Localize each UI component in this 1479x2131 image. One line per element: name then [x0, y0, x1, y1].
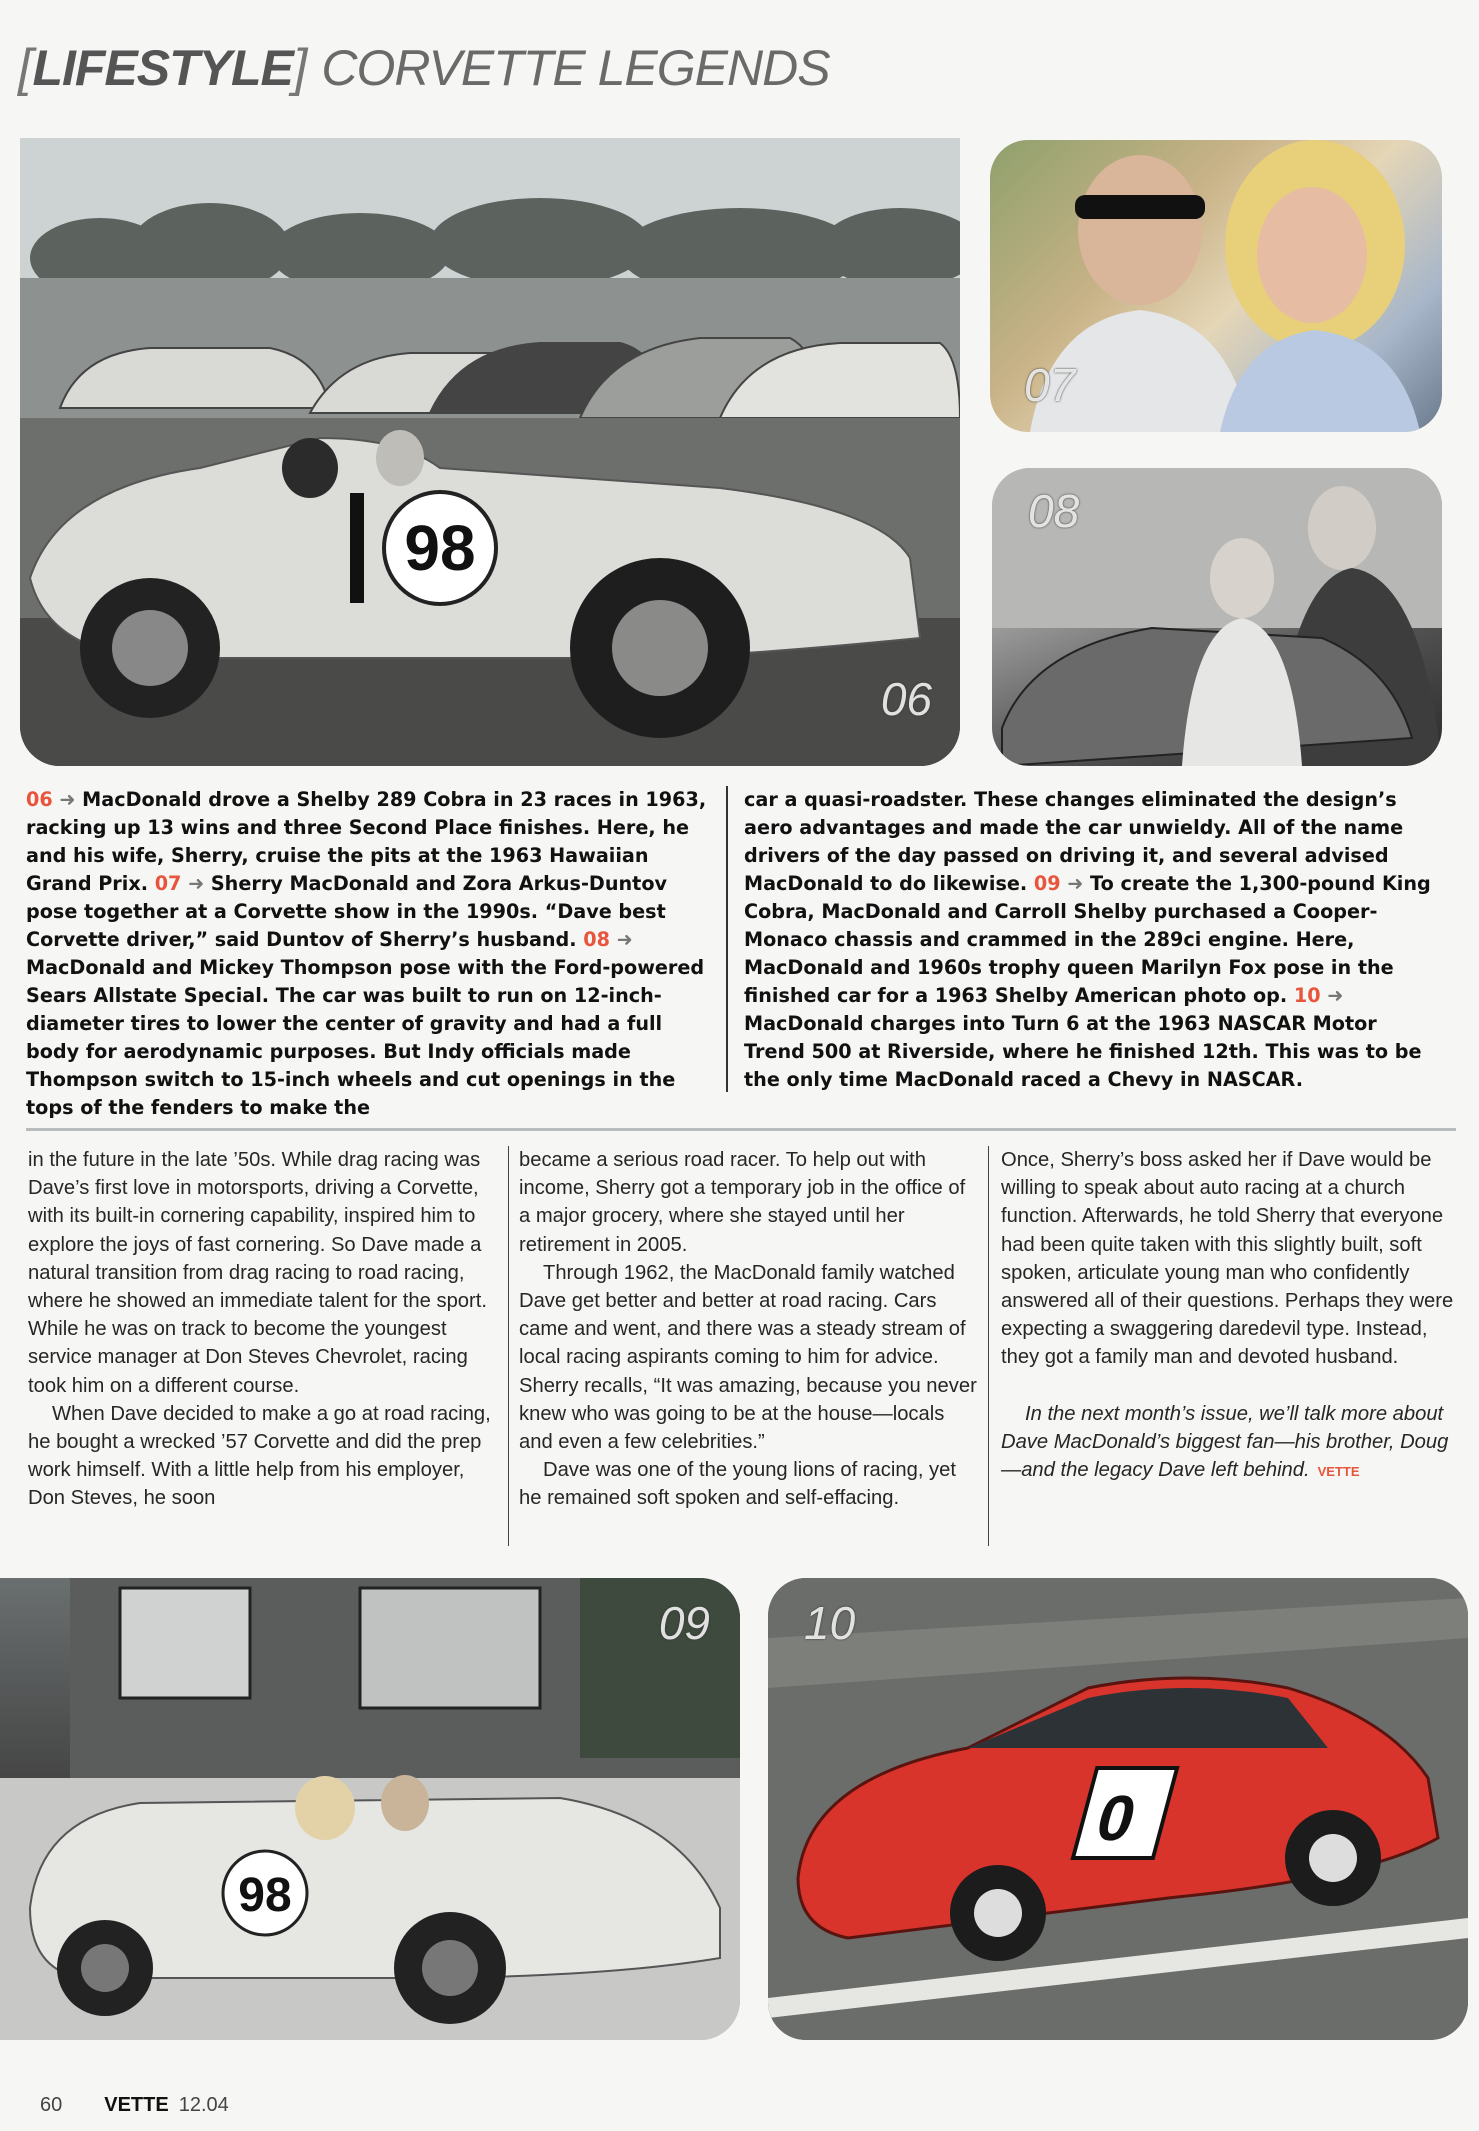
section-label: LIFESTYLE	[32, 40, 293, 96]
paragraph: Through 1962, the MacDonald family watched Dave get better and better at road racing. Cars came and went, and there was a steady stream of local racing aspirants coming to him for advice. Sherry recalls, “It was amazing, because you never knew who was going to be at the house—locals and even a few celebrities.”	[519, 1261, 977, 1454]
page-header	[18, 38, 830, 98]
section-divider	[26, 1128, 1456, 1131]
svg-text:98: 98	[238, 1869, 292, 1922]
photo-09-king-cobra	[0, 1578, 740, 2040]
caption-10-number: 10	[1293, 984, 1321, 1007]
photo-08-sears-special	[992, 468, 1442, 766]
paragraph: Once, Sherry’s boss asked her if Dave would be willing to speak about auto racing at a church function. Afterwards, he told Sherry that everyone had been quite taken with this slightly built, soft spoken, articulate young man who confidently answered all of their questions. Perhaps they were expecting a swaggering daredevil type. Instead, they got a family man and devoted husband.	[1001, 1149, 1454, 1369]
paragraph: Dave was one of the young lions of racing, yet he remained soft spoken and self-effacing.	[519, 1459, 956, 1510]
photo-06-number: 06	[880, 673, 932, 725]
photo-07-number: 07	[1024, 359, 1076, 411]
magazine-name: VETTE	[104, 2094, 169, 2116]
caption-column-2	[726, 786, 1436, 1092]
caption-08-text: MacDonald and Mickey Thompson pose with the Ford-powered Sears Allstate Special. The car was built to run on 12-inch-diameter tires to lower the center of gravity and had a full body for aerodynamic purposes. But Indy officials made Thompson switch to 15-inch wheels and cut openings in the tops of the fenders to make the	[26, 956, 705, 1119]
photo-10-illustration	[768, 1578, 1468, 2040]
caption-09-number: 09	[1033, 872, 1061, 895]
captions	[26, 786, 1456, 1119]
arrow-right-icon: ➜	[1327, 984, 1344, 1007]
arrow-right-icon: ➜	[616, 928, 633, 951]
body-column-1	[28, 1146, 508, 1546]
caption-07-number: 07	[154, 872, 182, 895]
header-bracket-close: ]	[292, 39, 308, 97]
page-footer	[40, 2094, 229, 2118]
next-issue-teaser	[1001, 1400, 1456, 1487]
caption-column-1	[26, 786, 726, 1119]
svg-text:98: 98	[404, 512, 476, 584]
end-signoff: VETTE	[1317, 1464, 1360, 1480]
caption-10-text: MacDonald charges into Turn 6 at the 1963 NASCAR Motor Trend 500 at Riverside, where he finished 12th. This was to be the only time MacDonald raced a Chevy in NASCAR.	[744, 1012, 1422, 1091]
arrow-right-icon: ➜	[188, 872, 205, 895]
svg-text:0: 0	[1089, 1782, 1144, 1854]
paragraph: When Dave decided to make a go at road racing, he bought a wrecked ’57 Corvette and did the prep work himself. With a little help from his employer, Don Steves, he soon	[28, 1402, 491, 1510]
photo-07-portrait	[990, 140, 1442, 432]
paragraph: in the future in the late ’50s. While drag racing was Dave’s first love in motorsports, driving a Corvette, with its built-in cornering capability, inspired him to explore the joys of fast cornering. So Dave made a natural transition from drag racing to road racing, where he showed an immediate talent for the sport. While he was on track to become the youngest service manager at Don Steves Chevrolet, racing took him on a different course.	[28, 1149, 487, 1397]
caption-08-number: 08	[583, 928, 610, 951]
page-number: 60	[40, 2094, 63, 2116]
photo-09-number: 09	[658, 1597, 710, 1649]
arrow-right-icon: ➜	[59, 788, 76, 811]
teaser-text: In the next month’s issue, we’ll talk more about Dave MacDonald’s biggest fan—his brother, Doug—and the legacy Dave left behind.	[1001, 1402, 1449, 1482]
body-column-3	[988, 1146, 1456, 1546]
article-body	[28, 1146, 1456, 1546]
caption-06-text: MacDonald drove a Shelby 289 Cobra in 23 races in 1963, racking up 13 wins and three Second Place finishes. Here, he and his wife, Sherry, cruise the pits at the 1963 Hawaiian Grand Prix.	[26, 788, 707, 895]
photo-06-cobra	[20, 138, 960, 766]
caption-07-text: Sherry MacDonald and Zora Arkus-Duntov pose together at a Corvette show in the 1990s. “Dave best Corvette driver,” said Duntov of Sherry’s husband.	[26, 872, 668, 951]
body-column-2	[508, 1146, 988, 1546]
caption-06-number: 06	[26, 788, 53, 811]
photo-10-number: 10	[804, 1597, 856, 1649]
caption-08-continued: car a quasi-roadster. These changes eliminated the design’s aero advantages and made the car unwieldy. All of the name drivers of the day passed on driving it, and several advised MacDonald to do likewise.	[744, 788, 1404, 895]
paragraph: became a serious road racer. To help out with income, Sherry got a temporary job in the office of a major grocery, where she stayed until her retirement in 2005.	[519, 1149, 966, 1256]
issue-date: 12.04	[178, 2094, 229, 2116]
photo-10-nascar-chevy	[768, 1578, 1468, 2040]
photo-08-number: 08	[1028, 485, 1080, 537]
header-bracket-open: [	[18, 39, 33, 97]
caption-09-text: To create the 1,300-pound King Cobra, MacDonald and Carroll Shelby purchased a Cooper-Monaco chassis and crammed in the 289ci engine. Here, MacDonald and 1960s trophy queen Marilyn Fox pose in the finished car for a 1963 Shelby American photo op.	[744, 872, 1431, 1007]
photo-06-illustration	[20, 138, 960, 766]
page-title: CORVETTE LEGENDS	[321, 40, 830, 96]
arrow-right-icon: ➜	[1067, 872, 1084, 895]
photo-09-illustration	[0, 1578, 740, 2040]
